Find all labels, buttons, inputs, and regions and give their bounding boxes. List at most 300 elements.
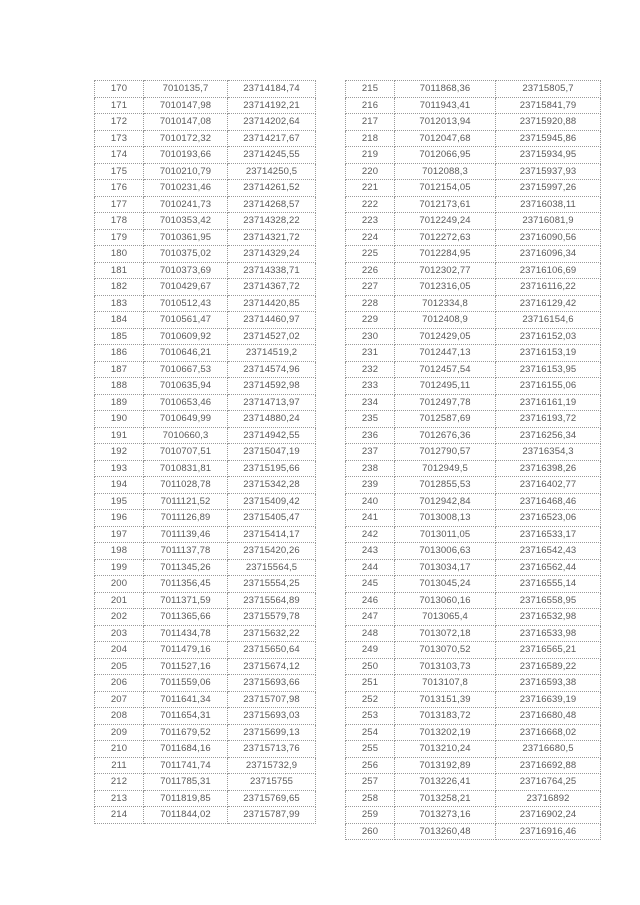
point-number-cell: 256 (346, 757, 395, 774)
x-coordinate-cell: 7013008,13 (395, 510, 496, 527)
y-coordinate-cell: 23715047,19 (228, 444, 316, 461)
x-coordinate-cell: 7010512,43 (144, 295, 228, 312)
x-coordinate-cell: 7010653,46 (144, 394, 228, 411)
table-row (346, 130, 601, 147)
point-number-cell: 193 (95, 460, 144, 477)
point-number-cell: 203 (95, 625, 144, 642)
table-row (95, 460, 316, 477)
point-number-cell: 173 (95, 130, 144, 147)
table-row (346, 675, 601, 692)
table-row (346, 213, 601, 230)
y-coordinate-cell: 23715805,7 (496, 81, 601, 98)
x-coordinate-cell: 7010635,94 (144, 378, 228, 395)
table-row (95, 97, 316, 114)
y-coordinate-cell: 23715414,17 (228, 526, 316, 543)
y-coordinate-cell: 23714192,21 (228, 97, 316, 114)
point-number-cell: 222 (346, 196, 395, 213)
table-row (95, 394, 316, 411)
x-coordinate-cell: 7013258,21 (395, 790, 496, 807)
table-row (346, 444, 601, 461)
y-coordinate-cell: 23716902,24 (496, 807, 601, 824)
y-coordinate-cell: 23715713,76 (228, 741, 316, 758)
x-coordinate-cell: 7010609,92 (144, 328, 228, 345)
y-coordinate-cell: 23716038,11 (496, 196, 601, 213)
table-row (346, 378, 601, 395)
y-coordinate-cell: 23716081,9 (496, 213, 601, 230)
table-row (346, 576, 601, 593)
table-row (95, 279, 316, 296)
y-coordinate-cell: 23716692,88 (496, 757, 601, 774)
x-coordinate-cell: 7013103,73 (395, 658, 496, 675)
table-row (95, 807, 316, 824)
y-coordinate-cell: 23716161,19 (496, 394, 601, 411)
y-coordinate-cell: 23716558,95 (496, 592, 601, 609)
point-number-cell: 183 (95, 295, 144, 312)
table-row (95, 328, 316, 345)
table-row (95, 361, 316, 378)
y-coordinate-cell: 23716562,44 (496, 559, 601, 576)
table-row (346, 543, 601, 560)
y-coordinate-cell: 23714574,96 (228, 361, 316, 378)
y-coordinate-cell: 23716096,34 (496, 246, 601, 263)
y-coordinate-cell: 23715937,93 (496, 163, 601, 180)
table-row (346, 196, 601, 213)
table-row (95, 147, 316, 164)
x-coordinate-cell: 7010707,51 (144, 444, 228, 461)
y-coordinate-cell: 23715755 (228, 774, 316, 791)
point-number-cell: 219 (346, 147, 395, 164)
table-row (95, 213, 316, 230)
x-coordinate-cell: 7012284,95 (395, 246, 496, 263)
y-coordinate-cell: 23715564,5 (228, 559, 316, 576)
point-number-cell: 205 (95, 658, 144, 675)
table-row (95, 196, 316, 213)
y-coordinate-cell: 23714460,97 (228, 312, 316, 329)
y-coordinate-cell: 23715707,98 (228, 691, 316, 708)
table-row (95, 658, 316, 675)
table-row (95, 81, 316, 98)
x-coordinate-cell: 7012047,68 (395, 130, 496, 147)
y-coordinate-cell: 23716129,42 (496, 295, 601, 312)
y-coordinate-cell: 23716680,5 (496, 741, 601, 758)
table-row (346, 790, 601, 807)
x-coordinate-cell: 7010649,99 (144, 411, 228, 428)
x-coordinate-cell: 7012316,05 (395, 279, 496, 296)
y-coordinate-cell: 23715699,13 (228, 724, 316, 741)
y-coordinate-cell: 23714328,22 (228, 213, 316, 230)
x-coordinate-cell: 7010135,7 (144, 81, 228, 98)
table-row (95, 691, 316, 708)
y-coordinate-cell: 23715632,22 (228, 625, 316, 642)
point-number-cell: 171 (95, 97, 144, 114)
x-coordinate-cell: 7012497,78 (395, 394, 496, 411)
table-row (95, 543, 316, 560)
table-row (346, 147, 601, 164)
table-row (95, 609, 316, 626)
table-row (95, 180, 316, 197)
table-row (95, 411, 316, 428)
table-row (346, 609, 601, 626)
y-coordinate-cell: 23716916,46 (496, 823, 601, 840)
x-coordinate-cell: 7011684,16 (144, 741, 228, 758)
x-coordinate-cell: 7011785,31 (144, 774, 228, 791)
x-coordinate-cell: 7012855,53 (395, 477, 496, 494)
point-number-cell: 254 (346, 724, 395, 741)
y-coordinate-cell: 23716468,46 (496, 493, 601, 510)
point-number-cell: 240 (346, 493, 395, 510)
point-number-cell: 208 (95, 708, 144, 725)
y-coordinate-cell: 23715934,95 (496, 147, 601, 164)
point-number-cell: 248 (346, 625, 395, 642)
y-coordinate-cell: 23716565,21 (496, 642, 601, 659)
x-coordinate-cell: 7011139,46 (144, 526, 228, 543)
table-row (346, 823, 601, 840)
y-coordinate-cell: 23716154,6 (496, 312, 601, 329)
point-number-cell: 242 (346, 526, 395, 543)
y-coordinate-cell: 23714250,5 (228, 163, 316, 180)
table-row (95, 163, 316, 180)
point-number-cell: 258 (346, 790, 395, 807)
point-number-cell: 225 (346, 246, 395, 263)
x-coordinate-cell: 7010172,32 (144, 130, 228, 147)
coordinate-table-left-body (95, 81, 316, 824)
y-coordinate-cell: 23716593,38 (496, 675, 601, 692)
y-coordinate-cell: 23716555,14 (496, 576, 601, 593)
table-row (346, 81, 601, 98)
table-row (346, 427, 601, 444)
table-row (95, 262, 316, 279)
x-coordinate-cell: 7012088,3 (395, 163, 496, 180)
table-row (95, 757, 316, 774)
point-number-cell: 235 (346, 411, 395, 428)
point-number-cell: 211 (95, 757, 144, 774)
table-row (95, 295, 316, 312)
table-row (95, 378, 316, 395)
coordinate-table-right (345, 80, 601, 840)
point-number-cell: 255 (346, 741, 395, 758)
y-coordinate-cell: 23714245,55 (228, 147, 316, 164)
x-coordinate-cell: 7013192,89 (395, 757, 496, 774)
x-coordinate-cell: 7012334,8 (395, 295, 496, 312)
point-number-cell: 202 (95, 609, 144, 626)
y-coordinate-cell: 23716152,03 (496, 328, 601, 345)
x-coordinate-cell: 7012790,57 (395, 444, 496, 461)
point-number-cell: 230 (346, 328, 395, 345)
table-row (95, 675, 316, 692)
x-coordinate-cell: 7011479,16 (144, 642, 228, 659)
y-coordinate-cell: 23714261,52 (228, 180, 316, 197)
table-row (346, 345, 601, 362)
table-row (346, 807, 601, 824)
table-row (346, 741, 601, 758)
table-row (95, 130, 316, 147)
point-number-cell: 184 (95, 312, 144, 329)
table-row (346, 295, 601, 312)
point-number-cell: 223 (346, 213, 395, 230)
table-row (346, 493, 601, 510)
table-row (95, 576, 316, 593)
point-number-cell: 201 (95, 592, 144, 609)
point-number-cell: 215 (346, 81, 395, 98)
y-coordinate-cell: 23715564,89 (228, 592, 316, 609)
x-coordinate-cell: 7011527,16 (144, 658, 228, 675)
x-coordinate-cell: 7012154,05 (395, 180, 496, 197)
y-coordinate-cell: 23716639,19 (496, 691, 601, 708)
point-number-cell: 260 (346, 823, 395, 840)
table-row (346, 279, 601, 296)
point-number-cell: 214 (95, 807, 144, 824)
point-number-cell: 246 (346, 592, 395, 609)
x-coordinate-cell: 7013072,18 (395, 625, 496, 642)
point-number-cell: 216 (346, 97, 395, 114)
y-coordinate-cell: 23716402,77 (496, 477, 601, 494)
x-coordinate-cell: 7011819,85 (144, 790, 228, 807)
x-coordinate-cell: 7013210,24 (395, 741, 496, 758)
y-coordinate-cell: 23716533,98 (496, 625, 601, 642)
x-coordinate-cell: 7013006,63 (395, 543, 496, 560)
table-row (95, 345, 316, 362)
point-number-cell: 197 (95, 526, 144, 543)
x-coordinate-cell: 7010561,47 (144, 312, 228, 329)
table-row (346, 477, 601, 494)
point-number-cell: 179 (95, 229, 144, 246)
y-coordinate-cell: 23714713,97 (228, 394, 316, 411)
y-coordinate-cell: 23714184,74 (228, 81, 316, 98)
y-coordinate-cell: 23714519,2 (228, 345, 316, 362)
point-number-cell: 224 (346, 229, 395, 246)
table-row (95, 708, 316, 725)
table-row (95, 312, 316, 329)
y-coordinate-cell: 23716542,43 (496, 543, 601, 560)
x-coordinate-cell: 7011654,31 (144, 708, 228, 725)
table-row (346, 460, 601, 477)
y-coordinate-cell: 23715769,65 (228, 790, 316, 807)
x-coordinate-cell: 7012408,9 (395, 312, 496, 329)
point-number-cell: 228 (346, 295, 395, 312)
point-number-cell: 237 (346, 444, 395, 461)
x-coordinate-cell: 7013045,24 (395, 576, 496, 593)
table-row (95, 592, 316, 609)
point-number-cell: 186 (95, 345, 144, 362)
point-number-cell: 239 (346, 477, 395, 494)
y-coordinate-cell: 23715195,66 (228, 460, 316, 477)
table-row (95, 229, 316, 246)
table-row (346, 774, 601, 791)
x-coordinate-cell: 7013060,16 (395, 592, 496, 609)
x-coordinate-cell: 7013070,52 (395, 642, 496, 659)
point-number-cell: 182 (95, 279, 144, 296)
point-number-cell: 190 (95, 411, 144, 428)
point-number-cell: 232 (346, 361, 395, 378)
x-coordinate-cell: 7011121,52 (144, 493, 228, 510)
x-coordinate-cell: 7013202,19 (395, 724, 496, 741)
table-row (346, 757, 601, 774)
x-coordinate-cell: 7010241,73 (144, 196, 228, 213)
y-coordinate-cell: 23715579,78 (228, 609, 316, 626)
table-row (346, 114, 601, 131)
point-number-cell: 257 (346, 774, 395, 791)
point-number-cell: 181 (95, 262, 144, 279)
point-number-cell: 204 (95, 642, 144, 659)
x-coordinate-cell: 7012676,36 (395, 427, 496, 444)
y-coordinate-cell: 23716354,3 (496, 444, 601, 461)
point-number-cell: 206 (95, 675, 144, 692)
point-number-cell: 200 (95, 576, 144, 593)
table-row (95, 477, 316, 494)
x-coordinate-cell: 7012429,05 (395, 328, 496, 345)
point-number-cell: 259 (346, 807, 395, 824)
table-row (95, 774, 316, 791)
x-coordinate-cell: 7013260,48 (395, 823, 496, 840)
table-row (346, 510, 601, 527)
coordinate-table-right-body (346, 81, 601, 840)
x-coordinate-cell: 7013011,05 (395, 526, 496, 543)
x-coordinate-cell: 7012302,77 (395, 262, 496, 279)
table-row (346, 592, 601, 609)
table-row (346, 97, 601, 114)
point-number-cell: 170 (95, 81, 144, 98)
point-number-cell: 188 (95, 378, 144, 395)
point-number-cell: 175 (95, 163, 144, 180)
y-coordinate-cell: 23714202,64 (228, 114, 316, 131)
table-row (346, 312, 601, 329)
y-coordinate-cell: 23715841,79 (496, 97, 601, 114)
x-coordinate-cell: 7011943,41 (395, 97, 496, 114)
point-number-cell: 191 (95, 427, 144, 444)
point-number-cell: 229 (346, 312, 395, 329)
point-number-cell: 209 (95, 724, 144, 741)
point-number-cell: 212 (95, 774, 144, 791)
table-row (95, 741, 316, 758)
point-number-cell: 250 (346, 658, 395, 675)
point-number-cell: 236 (346, 427, 395, 444)
y-coordinate-cell: 23716668,02 (496, 724, 601, 741)
y-coordinate-cell: 23716523,06 (496, 510, 601, 527)
table-row (346, 163, 601, 180)
x-coordinate-cell: 7010646,21 (144, 345, 228, 362)
x-coordinate-cell: 7010231,46 (144, 180, 228, 197)
point-number-cell: 196 (95, 510, 144, 527)
table-row (346, 708, 601, 725)
point-number-cell: 189 (95, 394, 144, 411)
x-coordinate-cell: 7013151,39 (395, 691, 496, 708)
point-number-cell: 227 (346, 279, 395, 296)
point-number-cell: 174 (95, 147, 144, 164)
x-coordinate-cell: 7012447,13 (395, 345, 496, 362)
point-number-cell: 253 (346, 708, 395, 725)
y-coordinate-cell: 23716764,25 (496, 774, 601, 791)
point-number-cell: 241 (346, 510, 395, 527)
x-coordinate-cell: 7010147,98 (144, 97, 228, 114)
point-number-cell: 226 (346, 262, 395, 279)
point-number-cell: 172 (95, 114, 144, 131)
coordinate-table-left (94, 80, 316, 824)
point-number-cell: 249 (346, 642, 395, 659)
y-coordinate-cell: 23714268,57 (228, 196, 316, 213)
x-coordinate-cell: 7010660,3 (144, 427, 228, 444)
table-row (95, 625, 316, 642)
y-coordinate-cell: 23715342,28 (228, 477, 316, 494)
y-coordinate-cell: 23715997,26 (496, 180, 601, 197)
y-coordinate-cell: 23714367,72 (228, 279, 316, 296)
table-row (95, 724, 316, 741)
y-coordinate-cell: 23715420,26 (228, 543, 316, 560)
x-coordinate-cell: 7011434,78 (144, 625, 228, 642)
point-number-cell: 218 (346, 130, 395, 147)
point-number-cell: 177 (95, 196, 144, 213)
point-number-cell: 195 (95, 493, 144, 510)
point-number-cell: 234 (346, 394, 395, 411)
x-coordinate-cell: 7011028,78 (144, 477, 228, 494)
table-row (346, 180, 601, 197)
x-coordinate-cell: 7011137,78 (144, 543, 228, 560)
table-row (95, 790, 316, 807)
y-coordinate-cell: 23715674,12 (228, 658, 316, 675)
y-coordinate-cell: 23715409,42 (228, 493, 316, 510)
x-coordinate-cell: 7012249,24 (395, 213, 496, 230)
point-number-cell: 194 (95, 477, 144, 494)
table-row (346, 411, 601, 428)
y-coordinate-cell: 23716256,34 (496, 427, 601, 444)
point-number-cell: 185 (95, 328, 144, 345)
table-row (346, 658, 601, 675)
y-coordinate-cell: 23716155,06 (496, 378, 601, 395)
point-number-cell: 220 (346, 163, 395, 180)
y-coordinate-cell: 23714527,02 (228, 328, 316, 345)
x-coordinate-cell: 7011679,52 (144, 724, 228, 741)
y-coordinate-cell: 23716533,17 (496, 526, 601, 543)
x-coordinate-cell: 7013226,41 (395, 774, 496, 791)
y-coordinate-cell: 23715405,47 (228, 510, 316, 527)
table-row (346, 559, 601, 576)
point-number-cell: 210 (95, 741, 144, 758)
point-number-cell: 252 (346, 691, 395, 708)
y-coordinate-cell: 23714217,67 (228, 130, 316, 147)
point-number-cell: 176 (95, 180, 144, 197)
y-coordinate-cell: 23716153,19 (496, 345, 601, 362)
table-row (95, 444, 316, 461)
y-coordinate-cell: 23716892 (496, 790, 601, 807)
table-row (95, 246, 316, 263)
y-coordinate-cell: 23715787,99 (228, 807, 316, 824)
x-coordinate-cell: 7010193,66 (144, 147, 228, 164)
x-coordinate-cell: 7013065,4 (395, 609, 496, 626)
y-coordinate-cell: 23715693,66 (228, 675, 316, 692)
y-coordinate-cell: 23716106,69 (496, 262, 601, 279)
y-coordinate-cell: 23714329,24 (228, 246, 316, 263)
table-row (346, 691, 601, 708)
x-coordinate-cell: 7011126,89 (144, 510, 228, 527)
table-row (346, 724, 601, 741)
point-number-cell: 247 (346, 609, 395, 626)
y-coordinate-cell: 23716116,22 (496, 279, 601, 296)
table-row (346, 361, 601, 378)
y-coordinate-cell: 23715732,9 (228, 757, 316, 774)
x-coordinate-cell: 7011365,66 (144, 609, 228, 626)
table-row (95, 510, 316, 527)
table-row (95, 427, 316, 444)
x-coordinate-cell: 7012173,61 (395, 196, 496, 213)
y-coordinate-cell: 23715650,64 (228, 642, 316, 659)
x-coordinate-cell: 7010147,08 (144, 114, 228, 131)
point-number-cell: 245 (346, 576, 395, 593)
x-coordinate-cell: 7012495,11 (395, 378, 496, 395)
y-coordinate-cell: 23714880,24 (228, 411, 316, 428)
table-row (346, 642, 601, 659)
x-coordinate-cell: 7013034,17 (395, 559, 496, 576)
table-row (95, 493, 316, 510)
table-row (95, 559, 316, 576)
